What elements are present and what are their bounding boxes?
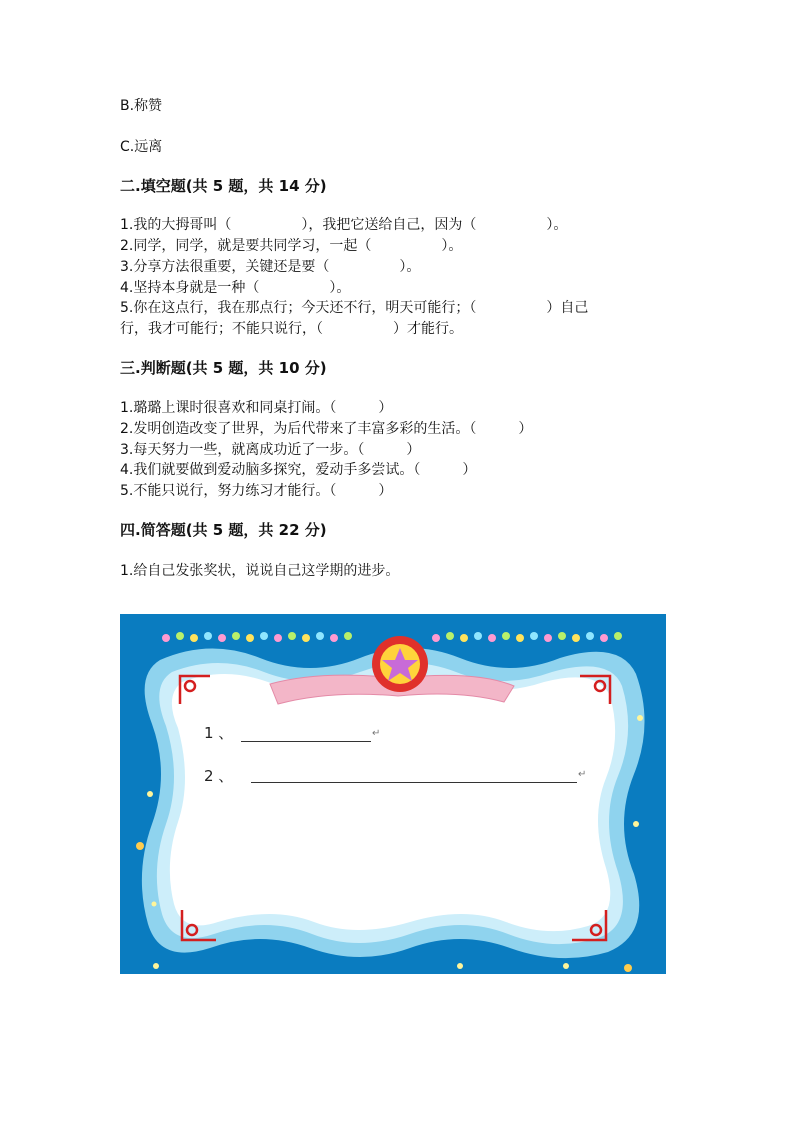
judge-question-5: 5.不能只说行，努力练习才能行。（ ） (120, 483, 393, 499)
certificate-item-2-label: 2 、 (204, 767, 234, 785)
judge-question-3: 3.每天努力一些，就离成功近了一步。（ ） (120, 442, 421, 458)
option-c: C.远离 (120, 139, 163, 155)
option-b: B.称赞 (120, 98, 163, 114)
award-certificate (120, 614, 666, 974)
paragraph-mark-1: ↵ (372, 728, 381, 739)
certificate-item-1-label: 1 、 (204, 724, 234, 742)
fill-question-5-line1: 5.你在这点行，我在那点行；今天还不行，明天可能行；（ ）自己 (120, 300, 589, 316)
fill-question-1: 1.我的大拇哥叫（ ），我把它送给自己，因为（ ）。 (120, 217, 568, 233)
fill-question-2: 2.同学，同学，就是要共同学习，一起（ ）。 (120, 238, 463, 254)
fill-question-3: 3.分享方法很重要，关键还是要（ ）。 (120, 259, 421, 275)
paragraph-mark-2: ↵ (578, 769, 587, 780)
section-fill-blank-title: 二.填空题(共 5 题，共 14 分) (120, 177, 327, 195)
certificate-item-1-line[interactable] (241, 741, 371, 742)
judge-question-4: 4.我们就要做到爱动脑多探究，爱动手多尝试。（ ） (120, 462, 477, 478)
fill-question-5-line2: 行，我才可能行；不能只说行，（ ）才能行。 (120, 321, 463, 337)
medal-icon (372, 636, 428, 692)
section-judge-title: 三.判断题(共 5 题，共 10 分) (120, 359, 327, 377)
fill-question-4: 4.坚持本身就是一种（ ）。 (120, 280, 351, 296)
certificate-artwork (120, 614, 666, 974)
short-answer-question-1: 1.给自己发张奖状，说说自己这学期的进步。 (120, 563, 400, 579)
judge-question-1: 1.璐璐上课时很喜欢和同桌打闹。（ ） (120, 400, 393, 416)
certificate-item-2-line[interactable] (251, 782, 577, 783)
section-short-answer-title: 四.简答题(共 5 题，共 22 分) (120, 521, 327, 539)
judge-question-2: 2.发明创造改变了世界，为后代带来了丰富多彩的生活。（ ） (120, 421, 533, 437)
certificate-paper (170, 674, 615, 931)
